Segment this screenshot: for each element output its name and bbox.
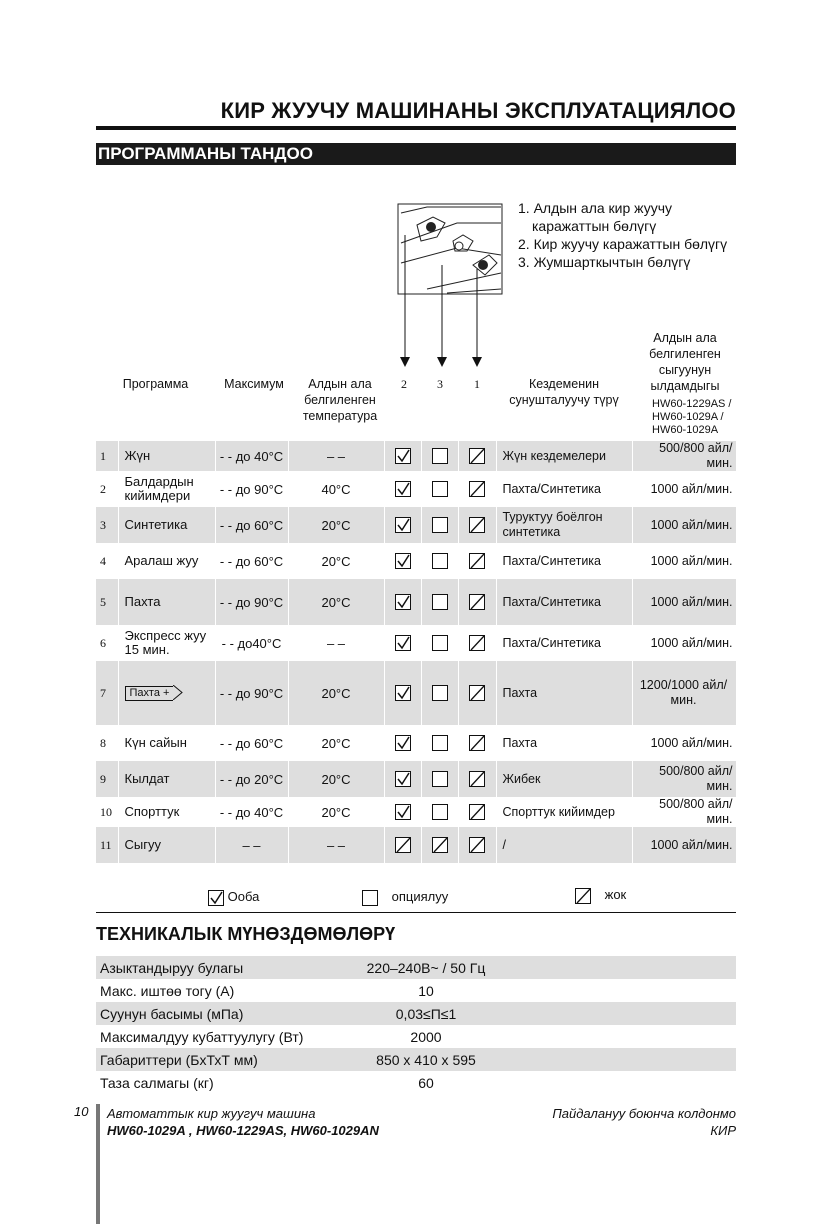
legend-opt — [362, 889, 448, 906]
compartment-3-cell — [421, 507, 458, 543]
compartment-3-cell — [421, 471, 458, 507]
checkbox-empty-icon — [432, 685, 448, 701]
program-cell — [118, 471, 215, 507]
max-temp: - - до 40°C — [215, 797, 288, 827]
compartment-1-cell — [458, 625, 496, 661]
checkbox-slash-icon — [469, 448, 485, 464]
header-c2: 2 — [401, 377, 407, 391]
spin-speed: 1000 айл/мин. — [632, 579, 736, 625]
tech-label: Таза салмагы (кг) — [100, 1074, 214, 1091]
program-label: Сыгуу — [124, 837, 161, 852]
checkbox-empty-icon — [432, 735, 448, 751]
program-cell — [118, 761, 215, 797]
checkbox-slash-icon — [469, 771, 485, 787]
tech-spacer — [516, 1048, 736, 1071]
checkbox-empty-icon — [432, 481, 448, 497]
tech-spacer — [516, 1002, 736, 1025]
legend-line: 1. Алдын ала кир жуучу — [518, 200, 672, 216]
fabric-type: Пахта — [496, 661, 632, 725]
fabric-type: Пахта/Синтетика — [496, 625, 632, 661]
header-fabric-line: сунушталуучу түрү — [509, 393, 619, 407]
checkbox-checked-icon — [395, 804, 411, 820]
program-cell — [118, 625, 215, 661]
max-temp: - - до 60°C — [215, 725, 288, 761]
compartment-2-cell — [384, 827, 421, 863]
preset-temp: 20°C — [288, 543, 384, 579]
program-cell — [118, 827, 215, 863]
arrow-down-icon — [437, 357, 447, 367]
compartment-2-cell — [384, 797, 421, 827]
program-label: Синтетика — [124, 517, 188, 532]
legend-opt-label: опциялуу — [391, 889, 449, 904]
max-temp: - - до 20°C — [215, 761, 288, 797]
checkbox-checked-icon — [395, 594, 411, 610]
header-speed-model: HW60-1029A / — [652, 411, 724, 423]
arrow-down-icon — [472, 357, 482, 367]
preset-temp: 20°C — [288, 761, 384, 797]
footer-lang: КИР — [710, 1123, 736, 1138]
spin-speed: 1000 айл/мин. — [632, 507, 736, 543]
header-speed-model: HW60-1029A — [652, 424, 719, 436]
spin-speed: 1000 айл/мин. — [632, 725, 736, 761]
tech-label: Макс. иштөө тогу (А) — [100, 982, 235, 999]
header-c1: 1 — [474, 377, 480, 391]
tech-value: 2000 — [410, 1028, 442, 1045]
tech-label: Суунун басымы (мПа) — [96, 1002, 336, 1025]
title-rule — [96, 126, 736, 130]
table-row — [96, 725, 736, 761]
preset-temp: 20°C — [288, 579, 384, 625]
fabric-type: Жүн кездемелери — [496, 441, 632, 471]
row-number: 11 — [96, 827, 118, 863]
tech-spacer — [516, 979, 736, 1002]
compartment-1-cell — [458, 441, 496, 471]
page-title: КИР ЖУУЧУ МАШИНАНЫ ЭКСПЛУАТАЦИЯЛОО — [220, 98, 736, 123]
legend-line: 2. Кир жуучу каражаттын бөлүгү — [518, 236, 728, 252]
legend-line: 3. Жумшарткычтын бөлүгү — [518, 254, 691, 270]
table-row — [96, 625, 736, 661]
tech-row — [96, 1071, 736, 1094]
max-temp: - - до 90°C — [215, 471, 288, 507]
spin-speed: 1200/1000 айл/мин. — [632, 661, 736, 725]
compartment-3-cell — [421, 441, 458, 471]
header-max: Максимум — [224, 377, 284, 391]
tech-row — [96, 1025, 736, 1048]
program-label: Экспресс жуу 15 мин. — [124, 628, 207, 657]
compartment-3-cell — [421, 625, 458, 661]
header-speed-line: сыгуунун — [658, 363, 712, 377]
fabric-type: Пахта/Синтетика — [496, 579, 632, 625]
table-row — [96, 761, 736, 797]
fabric-type: / — [496, 827, 632, 863]
max-temp: - - до 90°C — [215, 661, 288, 725]
tech-value: 850 x 410 x 595 — [336, 1048, 516, 1071]
compartment-1-cell — [458, 827, 496, 863]
compartment-1-cell — [458, 507, 496, 543]
checkbox-slash-icon — [469, 553, 485, 569]
legend-yes-label: Ооба — [227, 889, 260, 904]
checkbox-checked-icon — [395, 685, 411, 701]
legend-no — [575, 887, 626, 904]
fabric-type: Спорттук кийимдер — [496, 797, 632, 827]
checkbox-empty-icon — [432, 553, 448, 569]
program-label: Балдардын кийимдери — [124, 474, 194, 503]
checkbox-checked-icon — [395, 553, 411, 569]
preset-temp: 20°C — [288, 797, 384, 827]
table-row — [96, 827, 736, 863]
compartment-2-cell — [384, 441, 421, 471]
row-number: 10 — [96, 797, 118, 827]
checkbox-checked-icon — [395, 735, 411, 751]
header-temp-line: температура — [302, 409, 378, 423]
checkbox-slash-icon — [469, 517, 485, 533]
compartment-3-cell — [421, 661, 458, 725]
compartment-2-cell — [384, 661, 421, 725]
checkbox-empty-icon — [432, 594, 448, 610]
preset-temp: – – — [288, 625, 384, 661]
program-cell — [118, 579, 215, 625]
fabric-type: Пахта — [496, 725, 632, 761]
diagram-legend — [518, 199, 727, 271]
tech-row — [96, 1048, 736, 1071]
max-temp: - - до 60°C — [215, 507, 288, 543]
tech-label: Максималдуу кубаттуулугу (Вт) — [100, 1028, 304, 1045]
legend-yes — [208, 889, 259, 906]
arrow-down-icon — [400, 357, 410, 367]
compartment-1-cell — [458, 471, 496, 507]
table-row — [96, 579, 736, 625]
spin-speed: 1000 айл/мин. — [632, 471, 736, 507]
checkbox-empty-icon — [432, 804, 448, 820]
compartment-3-cell — [421, 797, 458, 827]
preset-temp: – – — [288, 827, 384, 863]
program-label: Аралаш жуу — [124, 553, 199, 568]
compartment-1-cell — [458, 725, 496, 761]
tech-label: Габариттери (БхТхТ мм) — [96, 1048, 336, 1071]
footer-left — [107, 1105, 379, 1139]
row-number: 1 — [96, 441, 118, 471]
checkbox-slash-icon — [469, 594, 485, 610]
checkbox-slash-icon — [469, 635, 485, 651]
tech-row — [96, 1002, 736, 1025]
table-row — [96, 471, 736, 507]
program-table — [96, 441, 737, 863]
table-row — [96, 797, 736, 827]
page-number: 10 — [74, 1104, 89, 1119]
tech-value: 10 — [418, 982, 434, 999]
table-row — [96, 543, 736, 579]
row-number: 6 — [96, 625, 118, 661]
header-speed-model: HW60-1229AS / — [652, 398, 732, 410]
tech-value: 0,03≤П≤1 — [336, 1002, 516, 1025]
compartment-3-icon — [455, 242, 463, 250]
checkbox-checked-icon — [395, 517, 411, 533]
program-cell — [118, 507, 215, 543]
checkbox-checked-icon — [395, 481, 411, 497]
tech-table — [96, 956, 736, 1094]
checkbox-checked-icon — [395, 448, 411, 464]
compartment-1-cell — [458, 579, 496, 625]
program-cell — [118, 543, 215, 579]
table-row — [96, 441, 736, 471]
compartment-1-cell — [458, 661, 496, 725]
fabric-type: Пахта/Синтетика — [496, 471, 632, 507]
row-number: 9 — [96, 761, 118, 797]
footer-manual: Пайдалануу боюнча колдонмо — [552, 1106, 736, 1121]
arrow-right-icon — [173, 685, 183, 700]
checkbox-checked-icon — [208, 890, 224, 906]
tech-spacer — [516, 1071, 736, 1094]
checkbox-empty-icon — [432, 448, 448, 464]
program-label: Кылдат — [124, 771, 170, 786]
spin-speed: 500/800 айл/мин. — [632, 761, 736, 797]
preset-temp: 20°C — [288, 507, 384, 543]
compartment-1-icon — [478, 260, 488, 270]
program-label: Пахта — [124, 594, 161, 609]
program-cell — [118, 725, 215, 761]
legend-no-label: жок — [604, 887, 627, 902]
legend-line: каражаттын бөлүгү — [532, 218, 657, 234]
spin-speed: 1000 айл/мин. — [632, 827, 736, 863]
dispenser-diagram — [397, 203, 507, 388]
footer-models: HW60-1029A , HW60-1229AS, HW60-1029AN — [107, 1123, 379, 1138]
compartment-2-cell — [384, 471, 421, 507]
checkbox-slash-icon — [469, 804, 485, 820]
compartment-3-cell — [421, 579, 458, 625]
compartment-2-icon — [426, 222, 436, 232]
compartment-2-cell — [384, 579, 421, 625]
preset-temp: 40°C — [288, 471, 384, 507]
fabric-type: Туруктуу боёлгон синтетика — [496, 507, 632, 543]
checkbox-slash-icon — [469, 837, 485, 853]
checkbox-empty-icon — [432, 635, 448, 651]
compartment-3-cell — [421, 725, 458, 761]
header-temp-line: Алдын ала — [308, 377, 372, 391]
tech-value: 60 — [418, 1074, 434, 1091]
program-label: Спорттук — [124, 804, 180, 819]
header-fabric — [500, 376, 628, 408]
checkbox-checked-icon — [395, 635, 411, 651]
section-tech-title: ТЕХНИКАЛЫК МҮНӨЗДӨМӨЛӨРҮ — [96, 924, 396, 944]
footer-sidebar — [96, 1104, 100, 1224]
tech-row — [96, 979, 736, 1002]
max-temp: – – — [215, 827, 288, 863]
program-cell — [118, 797, 215, 827]
checkbox-slash-icon — [469, 735, 485, 751]
compartment-2-cell — [384, 507, 421, 543]
header-speed-line: белгиленген — [649, 347, 721, 361]
program-cell — [118, 441, 215, 471]
checkbox-slash-icon — [575, 888, 591, 904]
header-temp — [297, 376, 383, 424]
tech-row — [96, 956, 736, 979]
row-number: 8 — [96, 725, 118, 761]
compartment-3-cell — [421, 827, 458, 863]
max-temp: - - до 90°C — [215, 579, 288, 625]
tech-spacer — [516, 1025, 736, 1048]
row-number: 4 — [96, 543, 118, 579]
preset-temp: 20°C — [288, 725, 384, 761]
tech-spacer — [516, 956, 736, 979]
table-row — [96, 661, 736, 725]
compartment-3-cell — [421, 761, 458, 797]
program-label: Жүн — [124, 448, 151, 463]
program-label: Күн сайын — [124, 735, 187, 750]
compartment-1-cell — [458, 761, 496, 797]
footer-product: Автоматтык кир жуугуч машина — [107, 1106, 316, 1121]
tech-value: 220–240В~ / 50 Гц — [336, 956, 516, 979]
checkbox-empty-icon — [432, 771, 448, 787]
fabric-type: Жибек — [496, 761, 632, 797]
row-number: 5 — [96, 579, 118, 625]
checkbox-slash-icon — [469, 685, 485, 701]
spin-speed: 1000 айл/мин. — [632, 625, 736, 661]
header-c3: 3 — [437, 377, 443, 391]
max-temp: - - до 40°C — [215, 441, 288, 471]
checkbox-slash-icon — [469, 481, 485, 497]
compartment-3-cell — [421, 543, 458, 579]
header-speed-line: ылдамдыгы — [650, 379, 720, 393]
checkbox-empty-icon — [432, 517, 448, 533]
table-row — [96, 507, 736, 543]
spin-speed: 1000 айл/мин. — [632, 543, 736, 579]
row-number: 2 — [96, 471, 118, 507]
header-program: Программа — [122, 377, 189, 391]
compartment-2-cell — [384, 761, 421, 797]
program-cell — [118, 661, 215, 725]
header-speed-line: Алдын ала — [653, 331, 717, 345]
checkbox-slash-icon — [432, 837, 448, 853]
spin-speed: 500/800 айл/мин. — [632, 441, 736, 471]
program-label: Пахта + — [125, 686, 174, 701]
compartment-2-cell — [384, 625, 421, 661]
checkbox-empty-icon — [362, 890, 378, 906]
row-number: 7 — [96, 661, 118, 725]
spin-speed: 500/800 айл/мин. — [632, 797, 736, 827]
row-number: 3 — [96, 507, 118, 543]
table-bottom-rule — [96, 912, 736, 913]
compartment-2-cell — [384, 725, 421, 761]
tech-label: Азыктандыруу булагы — [96, 956, 336, 979]
checkbox-checked-icon — [395, 771, 411, 787]
header-fabric-line: Кездеменин — [529, 377, 599, 391]
section-program-title: ПРОГРАММАНЫ ТАНДОО — [96, 143, 736, 165]
max-temp: - - до 60°C — [215, 543, 288, 579]
preset-temp: – – — [288, 441, 384, 471]
header-temp-line: белгиленген — [304, 393, 376, 407]
preset-temp: 20°C — [288, 661, 384, 725]
compartment-1-cell — [458, 543, 496, 579]
compartment-2-cell — [384, 543, 421, 579]
max-temp: - - до40°C — [215, 625, 288, 661]
header-speed — [634, 330, 736, 437]
checkbox-slash-icon — [395, 837, 411, 853]
fabric-type: Пахта/Синтетика — [496, 543, 632, 579]
compartment-1-cell — [458, 797, 496, 827]
footer-right — [480, 1105, 736, 1139]
